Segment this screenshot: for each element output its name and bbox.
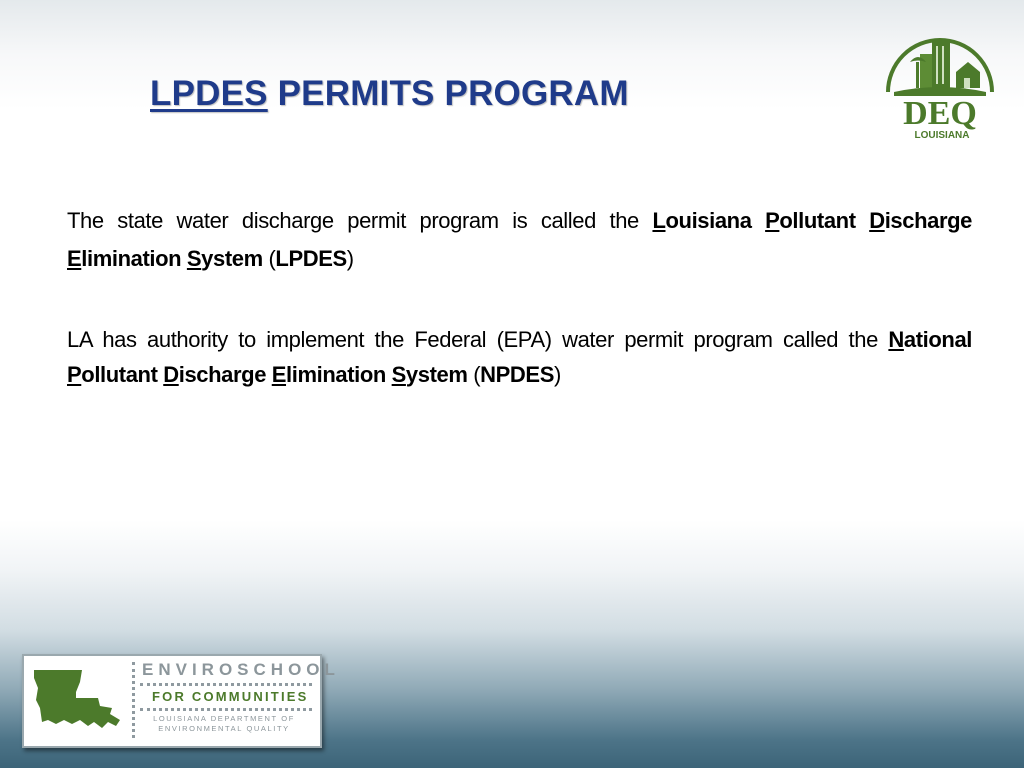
p2-word-discharge: ischarge <box>178 362 272 387</box>
deq-louisiana-logo <box>880 20 1000 142</box>
p2-initial-p: P <box>67 362 82 387</box>
p1-word-elimination: limination <box>81 246 187 271</box>
p1-initial-l: L <box>652 208 666 233</box>
enviroschool-title: ENVIROSCHOOL <box>142 660 340 679</box>
p1-initial-p: P <box>765 208 780 233</box>
deq-sub: LOUISIANA <box>914 130 970 141</box>
enviroschool-agency <box>144 714 304 734</box>
paragraph-npdes <box>67 322 972 392</box>
p1-lead: The state water discharge permit program is called the <box>67 208 653 233</box>
p1-open-paren: ( <box>262 246 276 271</box>
title-rest: PERMITS PROGRAM <box>267 74 629 113</box>
louisiana-map-icon <box>30 664 126 736</box>
p2-initial-n: N <box>888 327 904 352</box>
p2-word-national: ational <box>903 327 972 352</box>
p2-initial-d: D <box>163 362 179 387</box>
p2-initial-s: S <box>391 362 406 387</box>
paragraph-lpdes <box>67 202 972 278</box>
p2-word-system: ystem <box>405 362 468 387</box>
p2-open-paren: ( <box>467 362 481 387</box>
p2-word-pollutant: ollutant <box>81 362 164 387</box>
p1-initial-e: E <box>67 246 82 271</box>
p2-close-paren: ) <box>553 362 561 387</box>
p1-close-paren: ) <box>346 246 354 271</box>
dotted-divider <box>140 683 312 686</box>
enviroschool-subtitle: FOR COMMUNITIES <box>152 689 309 704</box>
vertical-dotted-divider <box>132 662 135 738</box>
p2-word-elimination: limination <box>286 362 392 387</box>
agency-line-2: ENVIRONMENTAL QUALITY <box>158 724 290 733</box>
p2-lead: LA has authority to implement the Federal (EPA) water permit program called the <box>67 327 889 352</box>
p1-word-pollutant: ollutant <box>779 208 870 233</box>
slide-title <box>150 74 629 114</box>
p1-word-discharge: ischarge <box>884 208 972 233</box>
p1-word-system: ystem <box>201 246 263 271</box>
deq-mark: DEQ <box>903 95 977 132</box>
p1-word-louisiana: ouisiana <box>665 208 766 233</box>
agency-line-1: LOUISIANA DEPARTMENT OF <box>153 714 295 723</box>
p2-initial-e: E <box>271 362 287 387</box>
p1-initial-s: S <box>186 246 202 271</box>
dotted-divider <box>140 708 312 711</box>
p1-acronym: LPDES <box>275 246 347 271</box>
title-acronym: LPDES <box>150 74 268 113</box>
enviroschool-logo <box>22 654 340 748</box>
p1-initial-d: D <box>869 208 885 233</box>
p2-acronym: NPDES <box>480 362 554 387</box>
